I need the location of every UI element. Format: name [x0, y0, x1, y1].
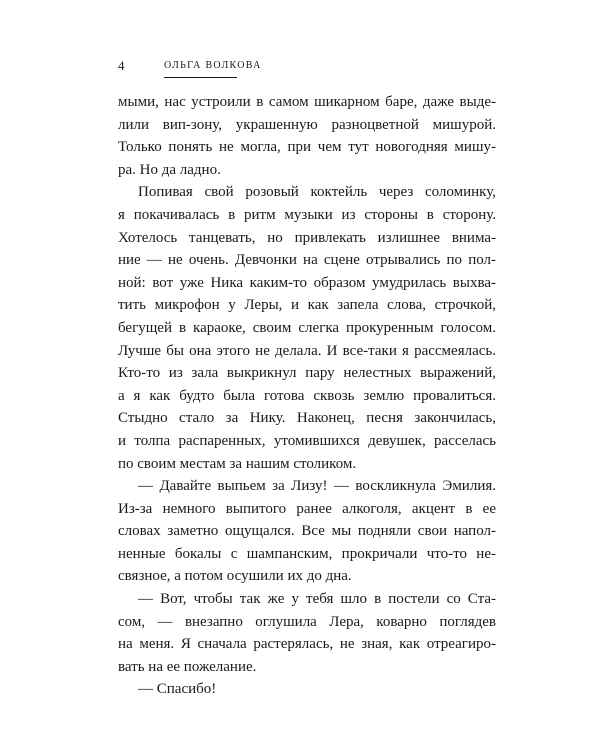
- text-line: лили вип-зону, украшенную разноцветной мишурой.: [118, 116, 496, 133]
- text-line: Хотелось танцевать, но привлекать излишнее внима-: [118, 229, 496, 246]
- text-line: тить микрофон у Леры, и как запела слова, строчкой,: [118, 297, 496, 314]
- body-text: [118, 91, 496, 701]
- text-line: вать на ее пожелание.: [118, 658, 257, 675]
- text-line: бегущей в караоке, своим слегка прокуренным голосом.: [118, 319, 496, 336]
- text-line: Лучше бы она этого не делала. И все-таки я рассмеялась.: [118, 342, 496, 359]
- text-line: на меня. Я сначала растерялась, не зная, как отреагиро-: [118, 636, 496, 653]
- text-line: Попивая свой розовый коктейль через соломинку,: [138, 184, 496, 201]
- page-header: [118, 58, 498, 78]
- page-number: 4: [118, 58, 125, 73]
- text-line: связное, а потом осушили их до дна.: [118, 568, 352, 585]
- text-line: а я как будто была готова сквозь землю провалиться.: [118, 387, 496, 404]
- text-line: ной: вот уже Ника каким-то образом умудрилась выхва-: [118, 274, 496, 291]
- text-line: словах заметно ощущался. Все мы подняли свои напол-: [118, 523, 496, 540]
- running-head-author: ОЛЬГА ВОЛКОВА: [164, 59, 237, 78]
- text-line: ние — не очень. Девчонки на сцене отрывались по пол-: [118, 252, 496, 269]
- text-line: Стыдно стало за Нику. Наконец, песня закончилась,: [118, 410, 496, 427]
- text-line: сом, — внезапно оглушила Лера, коварно поглядев: [118, 613, 496, 630]
- text-line: и толпа распаренных, утомившихся девушек, расселась: [118, 432, 496, 449]
- text-line: ра. Но да ладно.: [118, 161, 221, 178]
- text-line: мыми, нас устроили в самом шикарном баре, даже выде-: [118, 94, 496, 110]
- text-line: я покачивалась в ритм музыки из стороны в сторону.: [118, 206, 496, 223]
- text-line: по своим местам за нашим столиком.: [118, 455, 357, 472]
- text-line: Из-за немного выпитого ранее алкоголя, акцент в ее: [118, 500, 496, 517]
- text-line: — Давайте выпьем за Лизу! — воскликнула Эмилия.: [138, 478, 496, 495]
- text-line: Кто-то из зала выкрикнул пару нелестных выражений,: [118, 365, 496, 382]
- text-line: ненные бокалы с шампанским, прокричали что-то не-: [118, 545, 496, 562]
- text-line: — Спасибо!: [138, 681, 217, 698]
- text-line: Только понять не могла, при чем тут новогодняя мишу-: [118, 139, 496, 156]
- text-line: — Вот, чтобы так же у тебя шло в постели со Ста-: [138, 591, 496, 608]
